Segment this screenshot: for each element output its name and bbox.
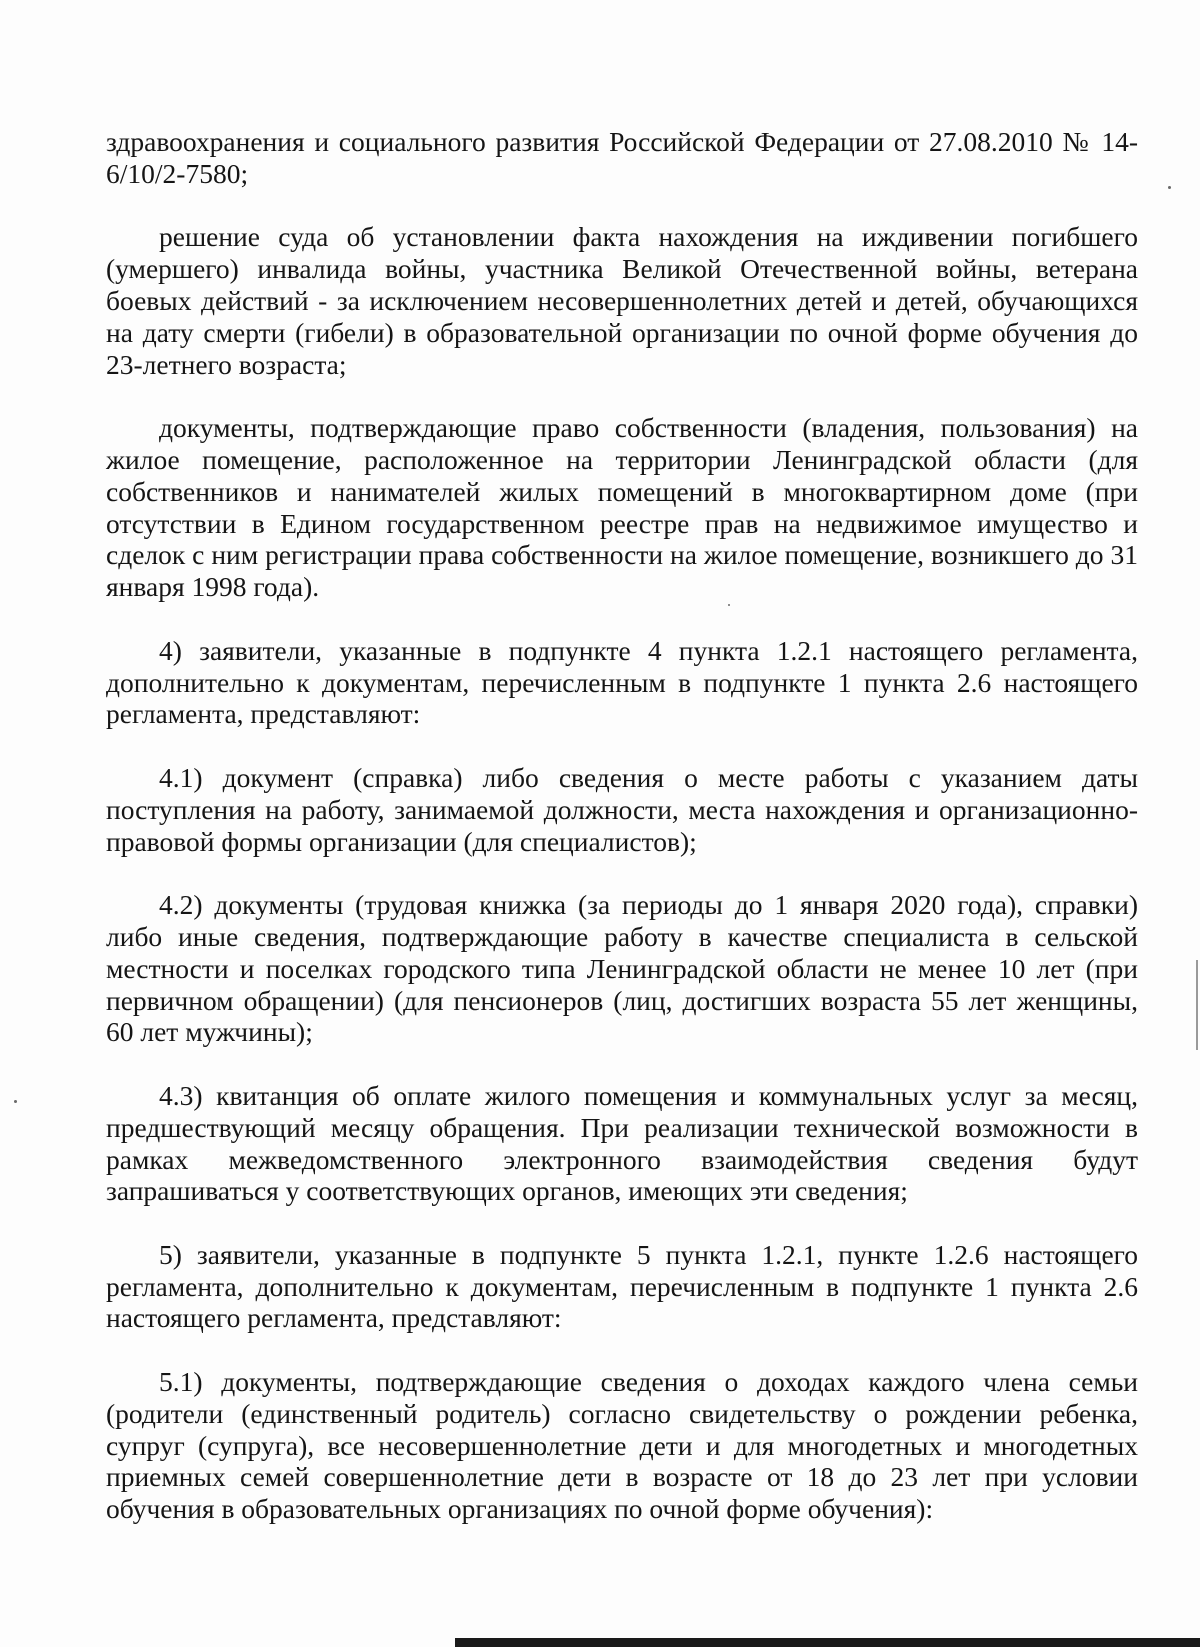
paragraph-item-4: 4) заявители, указанные в подпункте 4 пункта 1.2.1 настоящего регламента, дополнительно к документам, перечисленным в подпункте 1 пункта 2.6 настоящего регламента, представляют: bbox=[106, 634, 1138, 730]
document-body bbox=[106, 126, 1138, 1525]
paragraph-item-4-2: 4.2) документы (трудовая книжка (за периоды до 1 января 2020 года), справки) либо иные сведения, подтверждающие работу в качестве специалиста в сельской местности и поселках городского типа Ленинградской области не менее 10 лет (при первичном обращении) (для пенсионеров (лиц, достигших возраста 55 лет женщины, 60 лет мужчины); bbox=[106, 889, 1138, 1048]
paragraph-item-4-3: 4.3) квитанция об оплате жилого помещения и коммунальных услуг за месяц, предшествующий месяцу обращения. При реализации технической возможности в рамках межведомственного электронного взаимодействия сведения будут запрашиваться у соответствующих органов, имеющих эти сведения; bbox=[106, 1079, 1138, 1207]
paragraph-court-decision: решение суда об установлении факта нахождения на иждивении погибшего (умершего) инвалида войны, участника Великой Отечественной войны, ветерана боевых действий - за исключением несовершеннолетних детей и детей, обучающихся на дату смерти (гибели) в образовательной организации по очной форме обучения до 23-летнего возраста; bbox=[106, 221, 1138, 380]
paragraph-item-4-1: 4.1) документ (справка) либо сведения о месте работы с указанием даты поступления на работу, занимаемой должности, места нахождения и организационно-правовой формы организации (для специалистов); bbox=[106, 761, 1138, 857]
paragraph-ministry-letter-reference: здравоохранения и социального развития Российской Федерации от 27.08.2010 № 14-6/10/2-7580; bbox=[106, 126, 1138, 189]
scan-speck bbox=[1168, 186, 1171, 189]
paragraph-item-5-1: 5.1) документы, подтверждающие сведения о доходах каждого члена семьи (родители (единственный родитель) согласно свидетельству о рождении ребенка, супруг (супруга), все несовершеннолетние дети и для многодетных и многодетных приемных семей совершеннолетние дети в возрасте от 18 до 23 лет при условии обучения в образовательных организациях по очной форме обучения): bbox=[106, 1366, 1138, 1525]
scan-speck bbox=[14, 1100, 17, 1103]
paragraph-item-5: 5) заявители, указанные в подпункте 5 пункта 1.2.1, пункте 1.2.6 настоящего регламента, дополнительно к документам, перечисленным в подпункте 1 пункта 2.6 настоящего регламента, представляют: bbox=[106, 1238, 1138, 1334]
scan-speck bbox=[728, 604, 730, 606]
scan-edge-mark bbox=[1196, 960, 1198, 1050]
scan-bottom-edge bbox=[455, 1638, 1200, 1647]
paragraph-ownership-documents: документы, подтверждающие право собственности (владения, пользования) на жилое помещение, расположенное на территории Ленинградской области (для собственников и нанимателей жилых помещений в многоквартирном доме (при отсутствии в Едином государственном реестре прав на недвижимое имущество и сделок с ним регистрации права собственности на жилое помещение, возникшего до 31 января 1998 года). bbox=[106, 412, 1138, 603]
